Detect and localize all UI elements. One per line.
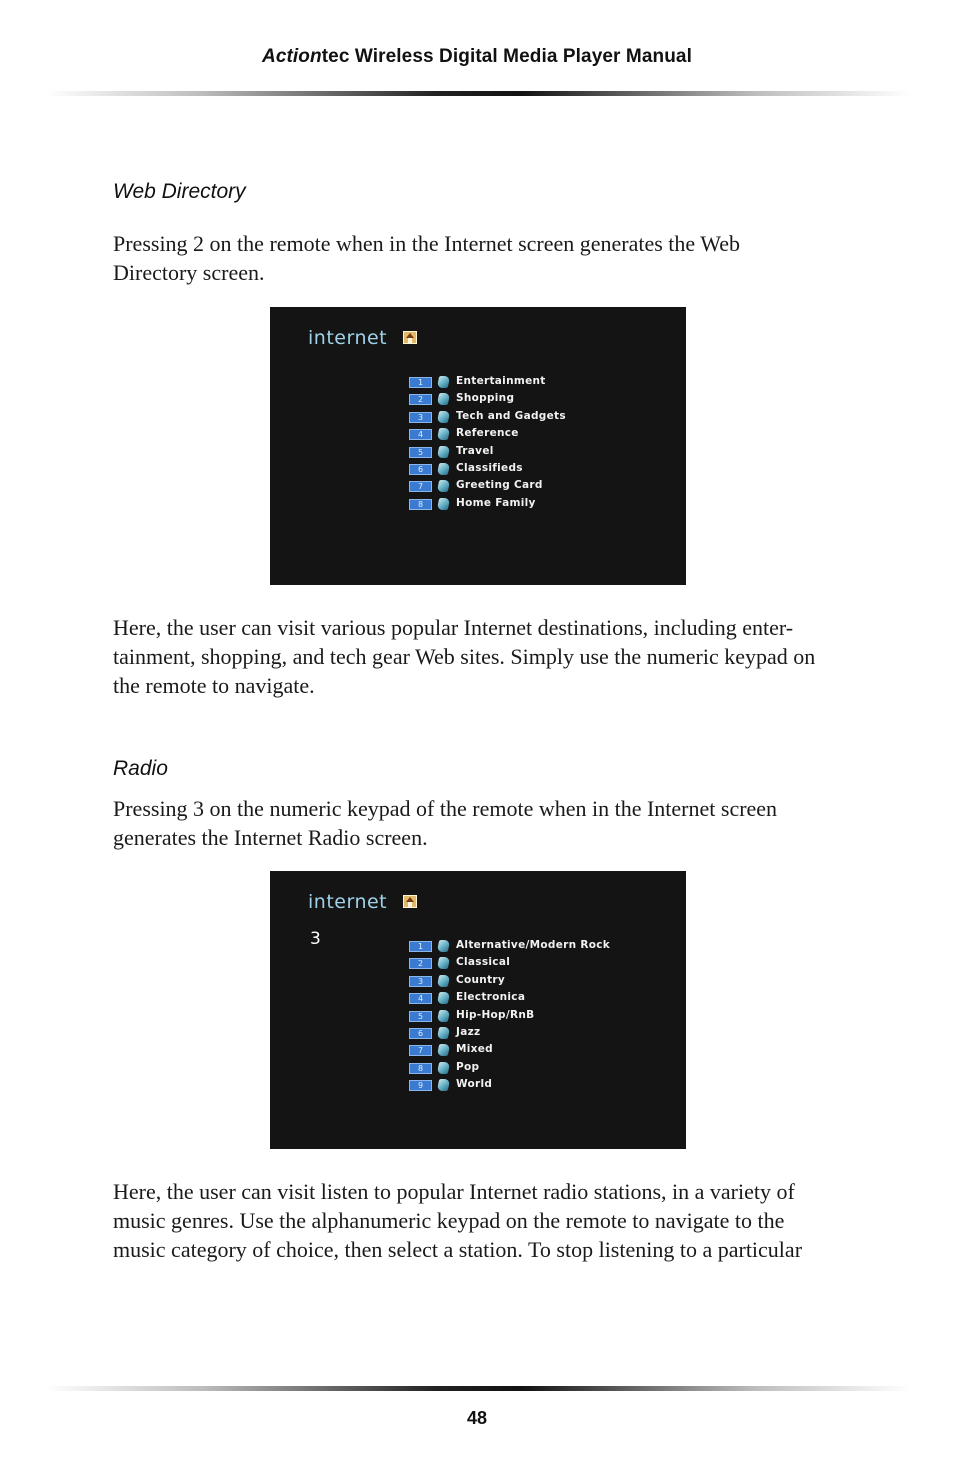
text-line: music category of choice, then select a station. To stop listening to a particular [113, 1237, 803, 1262]
globe-icon [437, 1079, 451, 1091]
brand-italic: Action [262, 46, 322, 67]
number-badge: 4 [409, 429, 432, 440]
web-directory-intro [113, 229, 863, 287]
globe-icon [437, 975, 451, 987]
menu-item-label: Country [456, 973, 506, 986]
menu-item-label: Hip-Hop/RnB [456, 1008, 535, 1021]
text-line: Directory screen. [113, 260, 265, 285]
radio-heading: Radio [113, 757, 168, 780]
globe-icon [437, 480, 451, 492]
radio-screenshot [270, 871, 686, 1149]
menu-item-label: Travel [456, 444, 494, 457]
text-line: generates the Internet Radio screen. [113, 825, 428, 850]
menu-item-label: Home Family [456, 496, 536, 509]
manual-title [0, 46, 954, 68]
number-badge: 8 [409, 1063, 432, 1074]
number-badge: 8 [409, 499, 432, 510]
home-icon [403, 331, 417, 344]
menu-item-label: Classifieds [456, 461, 523, 474]
page-number: 48 [466, 1408, 488, 1428]
web-directory-screenshot [270, 307, 686, 585]
number-badge: 6 [409, 464, 432, 475]
number-badge: 3 [409, 976, 432, 987]
globe-icon [437, 411, 451, 423]
number-badge: 2 [409, 394, 432, 405]
globe-icon [437, 1044, 451, 1056]
globe-icon [437, 428, 451, 440]
globe-icon [437, 1027, 451, 1039]
text-line: tainment, shopping, and tech gear Web sites. Simply use the numeric keypad on [113, 644, 816, 669]
number-badge: 1 [409, 941, 432, 952]
globe-icon [437, 498, 451, 510]
globe-icon [437, 1010, 451, 1022]
text-line: Pressing 2 on the remote when in the Internet screen generates the Web [113, 231, 741, 256]
globe-icon [437, 376, 451, 388]
screen-title: internet [308, 891, 388, 913]
menu-item-label: Entertainment [456, 375, 546, 387]
globe-icon [437, 393, 451, 405]
text-line: Here, the user can visit listen to popular Internet radio stations, in a variety of [113, 1179, 795, 1204]
number-badge: 2 [409, 958, 432, 969]
number-badge: 5 [409, 1011, 432, 1022]
globe-icon [437, 940, 451, 952]
menu-item-label: Reference [456, 427, 519, 440]
header-divider [46, 91, 910, 96]
number-badge: 6 [409, 1028, 432, 1039]
menu-item-label: Pop [456, 1060, 480, 1073]
home-icon [403, 895, 417, 908]
radio-description [113, 1177, 863, 1264]
radio-intro [113, 794, 863, 852]
menu-item-label: World [456, 1078, 493, 1091]
menu-item-label: Alternative/Modern Rock [456, 939, 611, 951]
number-badge: 3 [409, 412, 432, 423]
title-rest: tec Wireless Digital Media Player Manual [321, 46, 692, 67]
menu-item-label: Classical [456, 956, 511, 969]
entered-digit: 3 [310, 929, 321, 949]
web-directory-description [113, 613, 863, 700]
menu-item-label: Greeting Card [456, 479, 543, 492]
menu-item-label: Mixed [456, 1043, 493, 1056]
number-badge: 7 [409, 481, 432, 492]
web-directory-heading: Web Directory [113, 180, 246, 203]
number-badge: 7 [409, 1045, 432, 1056]
text-line: Pressing 3 on the numeric keypad of the remote when in the Internet screen [113, 796, 778, 821]
number-badge: 1 [409, 377, 432, 388]
screen-title: internet [308, 327, 388, 349]
number-badge: 4 [409, 993, 432, 1004]
globe-icon [437, 463, 451, 475]
menu-item-label: Shopping [456, 392, 515, 405]
text-line: Here, the user can visit various popular Internet destinations, including enter- [113, 615, 794, 640]
menu-item-label: Tech and Gadgets [456, 409, 566, 422]
globe-icon [437, 992, 451, 1004]
globe-icon [437, 1062, 451, 1074]
text-line: the remote to navigate. [113, 673, 315, 698]
globe-icon [437, 446, 451, 458]
number-badge: 5 [409, 447, 432, 458]
number-badge: 9 [409, 1080, 432, 1091]
text-line: music genres. Use the alphanumeric keypad on the remote to navigate to the [113, 1208, 785, 1233]
menu-item-label: Jazz [456, 1025, 481, 1038]
footer-divider [46, 1386, 910, 1391]
menu-item-label: Electronica [456, 991, 526, 1004]
globe-icon [437, 957, 451, 969]
